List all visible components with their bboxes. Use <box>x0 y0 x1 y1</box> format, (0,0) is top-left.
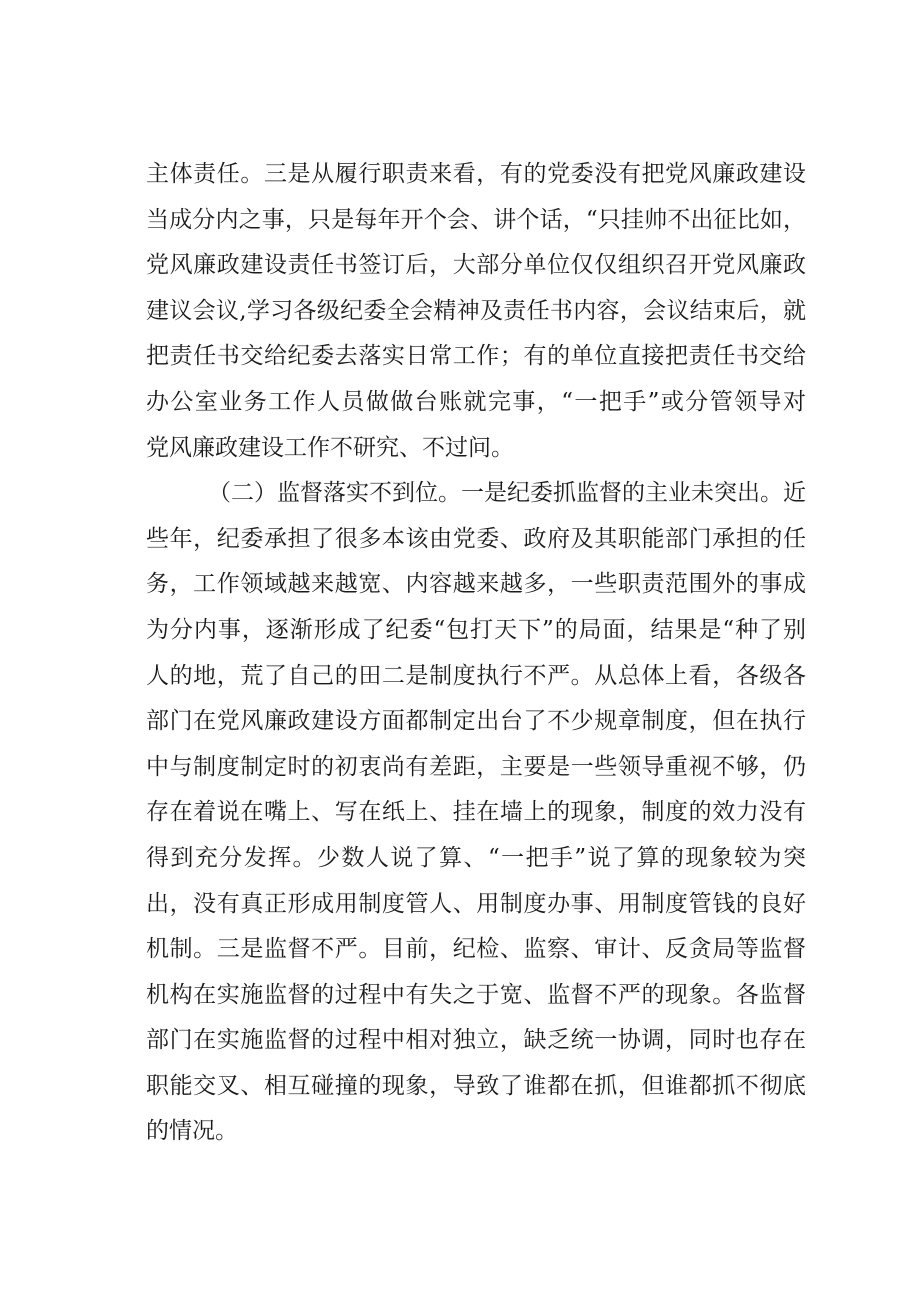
text-line: 机构在实施监督的过程中有失之于宽、监督不严的现象。各监督 <box>146 981 806 1008</box>
text-line: 部门在党风廉政建设方面都制定出台了不少规章制度，但在执行 <box>146 708 806 735</box>
text-line: 部门在实施监督的过程中相对独立，缺乏统一协调，同时也存在 <box>146 1027 806 1054</box>
text-line: 党风廉政建设工作不研究、不过问。 <box>146 434 514 461</box>
text-line: 主体责任。三是从履行职责来看，有的党委没有把党风廉政建设 <box>146 161 806 187</box>
text-line: （二）监督落实不到位。一是纪委抓监督的主业未突出。近 <box>208 480 806 507</box>
text-line: 当成分内之事，只是每年开个会、讲个话，“只挂帅不出征比如， <box>146 206 806 233</box>
text-line: 些年，纪委承担了很多本该由党委、政府及其职能部门承担的任 <box>146 525 806 552</box>
text-line: 机制。三是监督不严。目前，纪检、监察、审计、反贪局等监督 <box>146 936 806 963</box>
paragraph-1 <box>146 152 806 471</box>
text-line: 得到充分发挥。少数人说了算、“一把手”说了算的现象较为突 <box>146 844 806 871</box>
text-line: 职能交叉、相互碰撞的现象，导致了谁都在抓，但谁都抓不彻底 <box>146 1072 806 1099</box>
text-line: 办公室业务工作人员做做台账就完事，“一把手”或分管领导对 <box>146 388 806 415</box>
text-line: 出，没有真正形成用制度管人、用制度办事、用制度管钱的良好 <box>146 890 806 917</box>
paragraph-2 <box>146 471 806 1155</box>
text-line: 把责任书交给纪委去落实日常工作；有的单位直接把责任书交给 <box>146 343 806 370</box>
text-line: 存在着说在嘴上、写在纸上、挂在墙上的现象，制度的效力没有 <box>146 799 806 826</box>
text-line: 党风廉政建设责任书签订后，大部分单位仅仅组织召开党风廉政 <box>146 252 806 279</box>
text-line: 务，工作领域越来越宽、内容越来越多，一些职责范围外的事成 <box>146 571 806 598</box>
text-line: 建议会议,学习各级纪委全会精神及责任书内容，会议结束后，就 <box>146 297 806 324</box>
body-text <box>146 152 806 1155</box>
text-line: 为分内事，逐渐形成了纪委“包打天下”的局面，结果是“种了别 <box>146 616 806 643</box>
text-line: 中与制度制定时的初衷尚有差距，主要是一些领导重视不够，仍 <box>146 753 806 780</box>
text-line: 的情况。 <box>146 1118 238 1145</box>
text-line: 人的地，荒了自己的田二是制度执行不严。从总体上看，各级各 <box>146 662 806 689</box>
